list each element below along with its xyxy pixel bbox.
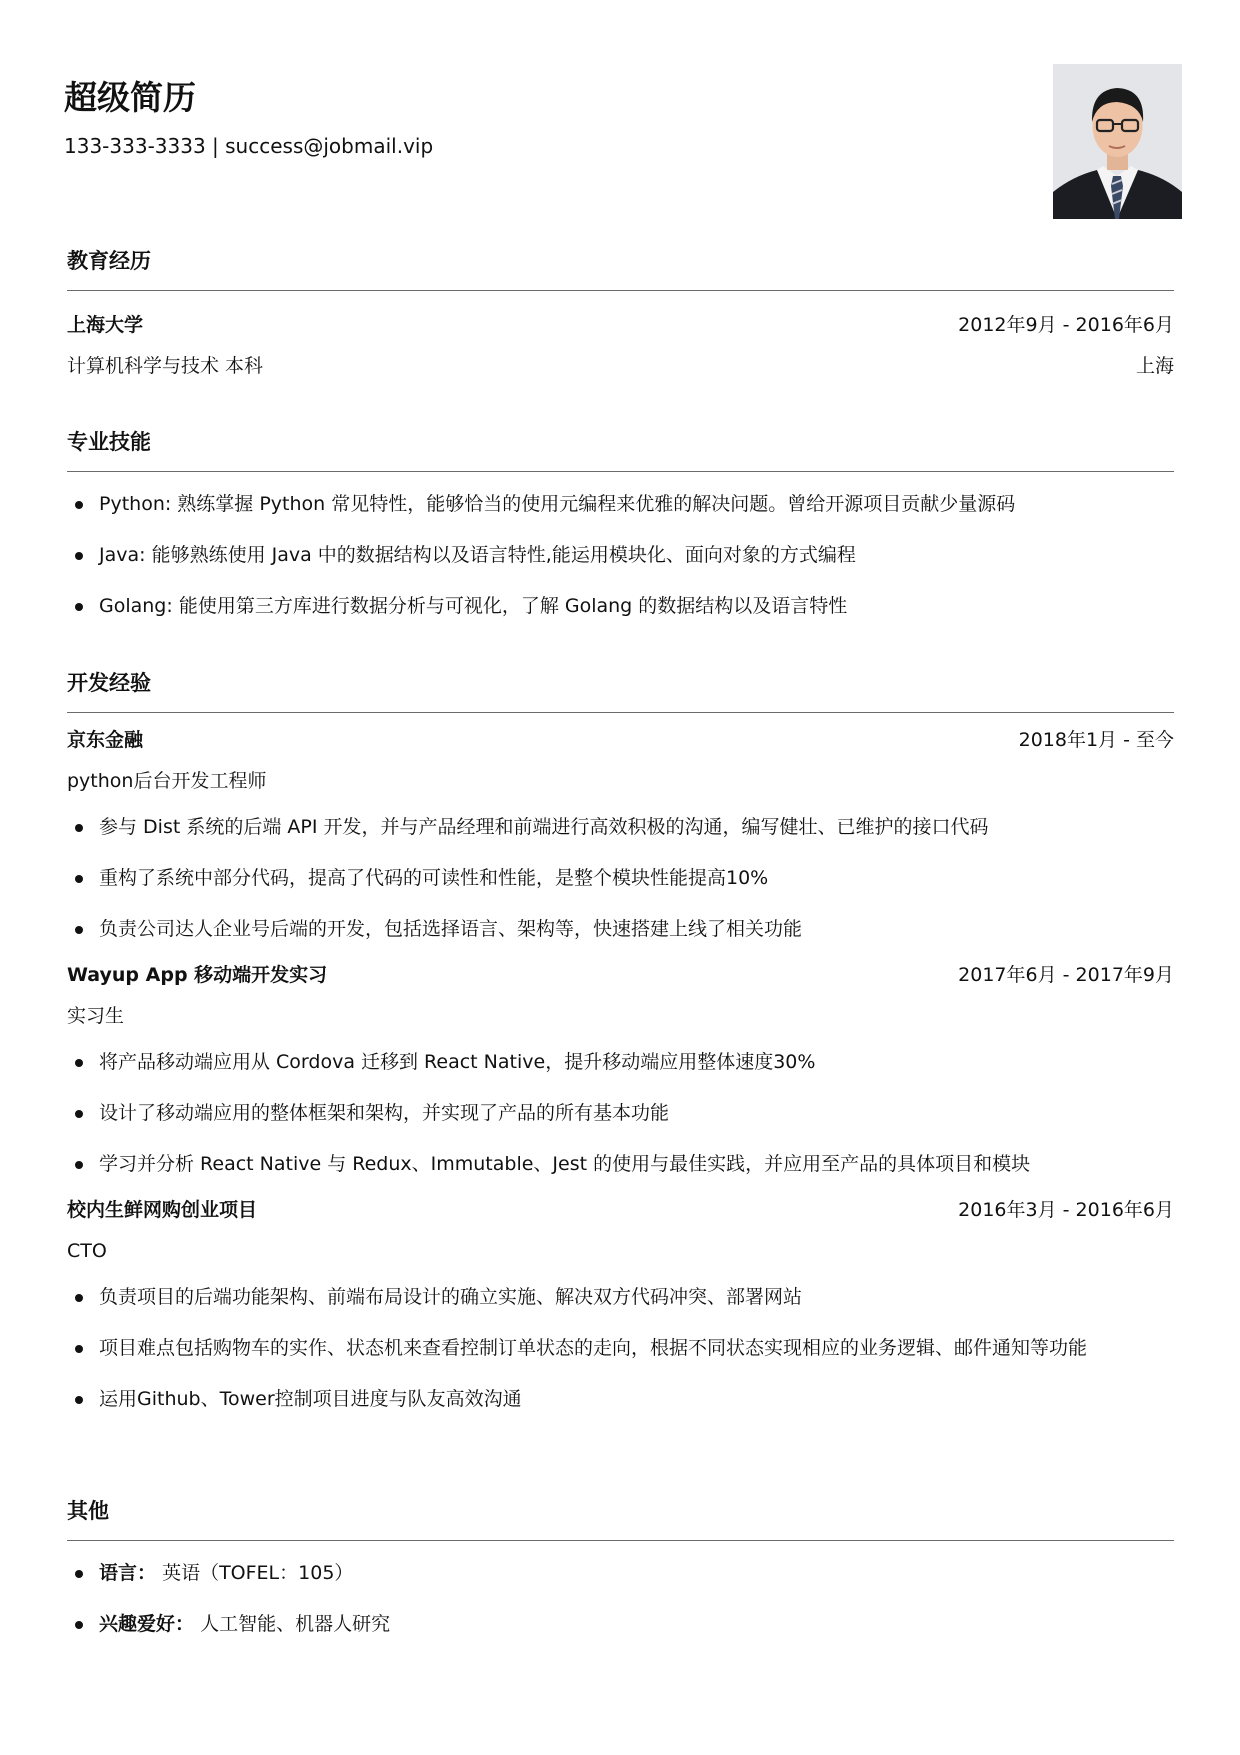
job-duties	[67, 802, 1174, 955]
job-role-row	[67, 761, 1174, 802]
profile-photo	[1053, 64, 1182, 219]
job-duty-item: 负责公司达人企业号后端的开发，包括选择语言、架构等，快速搭建上线了相关功能	[67, 904, 1174, 955]
education-row-school	[67, 305, 1174, 346]
education-period: 2012年9月 - 2016年6月	[958, 314, 1174, 336]
other-item-value: 人工智能、机器人研究	[200, 1613, 391, 1635]
job-duty-item: 参与 Dist 系统的后端 API 开发，并与产品经理和前端进行高效积极的沟通，编写健壮、已维护的接口代码	[67, 802, 1174, 853]
job-header	[67, 720, 1174, 761]
job-role: CTO	[67, 1240, 107, 1262]
job-duty-item: 项目难点包括购物车的实作、状态机来查看控制订单状态的走向，根据不同状态实现相应的业务逻辑、邮件通知等功能	[67, 1323, 1174, 1374]
skill-item: Java: 能够熟练使用 Java 中的数据结构以及语言特性,能运用模块化、面向对象的方式编程	[67, 530, 1174, 581]
other-item-label: 语言：	[99, 1562, 157, 1584]
job-duties	[67, 1037, 1174, 1190]
skills-title: 专业技能	[67, 430, 151, 454]
skill-item: Golang: 能使用第三方库进行数据分析与可视化，了解 Golang 的数据结构以及语言特性	[67, 581, 1174, 632]
other-item-interests	[67, 1599, 1174, 1650]
job-duty-item: 重构了系统中部分代码，提高了代码的可读性和性能，是整个模块性能提高10%	[67, 853, 1174, 904]
job-company: Wayup App 移动端开发实习	[67, 964, 328, 986]
other-title: 其他	[67, 1499, 109, 1523]
other-item-value: 英语（TOFEL：105）	[162, 1562, 354, 1584]
job-company: 校内生鲜网购创业项目	[67, 1199, 258, 1221]
other-item-language	[67, 1548, 1174, 1599]
job-company: 京东金融	[67, 729, 144, 751]
skills-section	[67, 425, 1174, 632]
job-entry	[67, 955, 1174, 1190]
job-period: 2018年1月 - 至今	[1018, 729, 1174, 751]
education-title: 教育经历	[67, 249, 151, 273]
job-duties	[67, 1272, 1174, 1425]
candidate-name: 超级简历	[64, 78, 196, 117]
job-duty-item: 负责项目的后端功能架构、前端布局设计的确立实施、解决双方代码冲突、部署网站	[67, 1272, 1174, 1323]
job-role-row	[67, 996, 1174, 1037]
education-location: 上海	[1135, 355, 1174, 377]
other-item-label: 兴趣爱好：	[99, 1613, 195, 1635]
skills-list	[67, 479, 1174, 632]
job-role: python后台开发工程师	[67, 770, 267, 792]
job-duty-item: 运用Github、Tower控制项目进度与队友高效沟通	[67, 1374, 1174, 1425]
other-section	[67, 1494, 1174, 1650]
other-list	[67, 1548, 1174, 1650]
job-role-row	[67, 1231, 1174, 1272]
job-duty-item: 将产品移动端应用从 Cordova 迁移到 React Native，提升移动端应用整体速度30%	[67, 1037, 1174, 1088]
experience-section	[67, 666, 1174, 1425]
profile-photo-image	[1053, 64, 1182, 219]
job-entry	[67, 720, 1174, 955]
education-row-major	[67, 346, 1174, 387]
job-duty-item: 学习并分析 React Native 与 Redux、Immutable、Jest 的使用与最佳实践，并应用至产品的具体项目和模块	[67, 1139, 1174, 1190]
job-period: 2017年6月 - 2017年9月	[958, 964, 1174, 986]
experience-title: 开发经验	[67, 671, 151, 695]
education-section	[67, 244, 1174, 387]
skill-item: Python: 熟练掌握 Python 常见特性，能够恰当的使用元编程来优雅的解决问题。曾给开源项目贡献少量源码	[67, 479, 1174, 530]
school-name: 上海大学	[67, 314, 144, 336]
job-role: 实习生	[67, 1005, 125, 1027]
job-duty-item: 设计了移动端应用的整体框架和架构，并实现了产品的所有基本功能	[67, 1088, 1174, 1139]
resume-header	[64, 72, 1174, 232]
contact-info: 133-333-3333 | success@jobmail.vip	[64, 134, 434, 158]
job-header	[67, 1190, 1174, 1231]
job-entry	[67, 1190, 1174, 1425]
education-major: 计算机科学与技术 本科	[67, 355, 264, 377]
job-period: 2016年3月 - 2016年6月	[958, 1199, 1174, 1221]
job-header	[67, 955, 1174, 996]
